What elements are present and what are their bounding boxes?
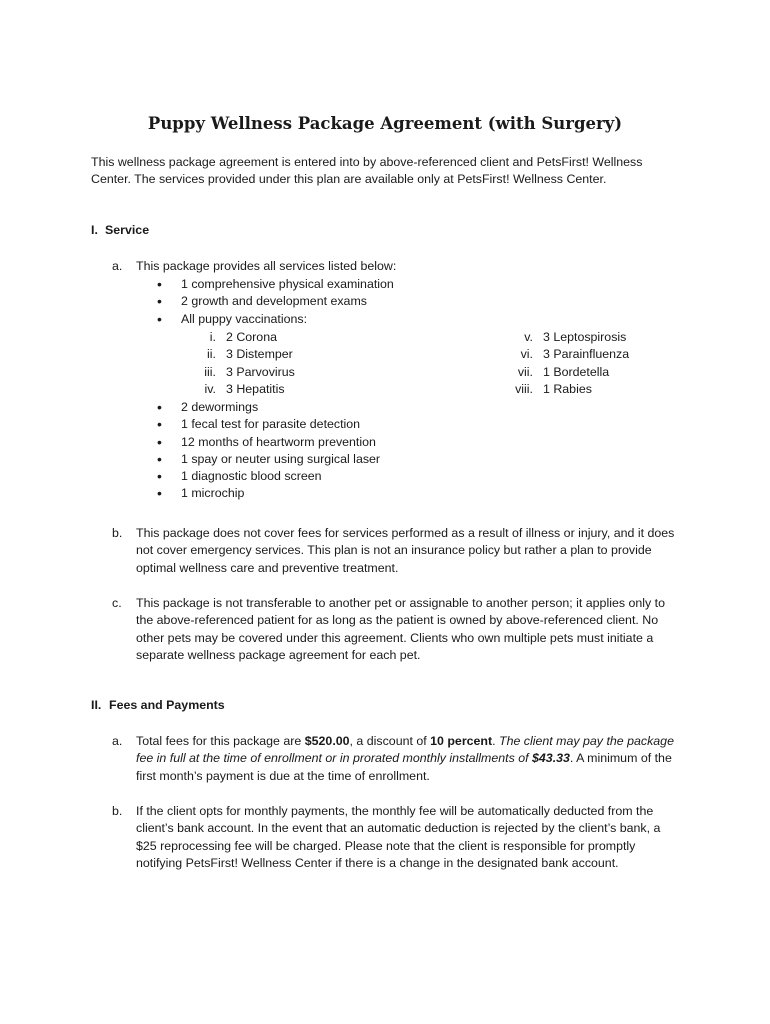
roman-numeral: iii. (204, 364, 216, 379)
clause-label: a. (112, 734, 123, 748)
vaccine-name: 3 Parainfluenza (543, 347, 630, 362)
vaccine-name: 3 Distemper (226, 347, 293, 362)
vaccine-item (517, 364, 629, 381)
roman-numeral: vi. (520, 347, 533, 362)
clause-1c (112, 595, 682, 664)
vaccine-item (524, 329, 629, 346)
total-fee: $520.00 (304, 734, 350, 748)
clause-label: a. (112, 259, 123, 273)
roman-numeral: viii. (515, 381, 533, 396)
vaccine-name: 1 Rabies (543, 381, 592, 396)
vaccine-name: 3 Hepatitis (226, 381, 285, 396)
discount: 10 percent (430, 734, 493, 748)
vaccine-item (209, 329, 295, 346)
roman-numeral: ii. (207, 347, 216, 362)
list-item: • 2 growth and development exams (155, 293, 394, 310)
section-number: II. (91, 698, 102, 712)
text-run: , a discount of (349, 734, 431, 748)
vaccines-list-left (204, 329, 295, 398)
vaccines-list-right (515, 329, 630, 398)
roman-numeral: iv. (204, 381, 216, 396)
clause-label: c. (112, 596, 122, 610)
italic-text: The client may pay the package fee in full at the time of enrollment or in prorated monthly installments of (136, 734, 674, 766)
clause-label: b. (112, 804, 123, 818)
roman-numeral: i. (209, 330, 216, 344)
list-item: • 12 months of heartworm prevention (155, 434, 380, 451)
text-run: . (492, 734, 500, 748)
vaccine-item (207, 346, 295, 363)
section-title: Service (105, 223, 150, 237)
section-title: Fees and Payments (109, 698, 225, 712)
roman-numeral: vii. (517, 364, 533, 379)
text-run: Total fees for this package are (136, 734, 305, 748)
services-list-top (155, 276, 394, 328)
text-run: . A minimum of the first month’s payment is due at the time of enrollment. (136, 751, 672, 783)
list-item: • All puppy vaccinations: (155, 311, 394, 328)
list-item: • 1 microchip (155, 485, 380, 502)
clause-1a (112, 258, 682, 275)
section-heading-fees (91, 698, 225, 712)
vaccine-name: 1 Bordetella (543, 364, 610, 379)
vaccine-item (204, 381, 295, 398)
intro-paragraph: This wellness package agreement is entered into by above-referenced client and PetsFirst! Wellness Center. The services provided under this plan are available only at PetsFirst! Wellness Center. (91, 155, 643, 187)
document-title: Puppy Wellness Package Agreement (with Surgery) (147, 114, 623, 133)
list-item: • 1 comprehensive physical examination (155, 276, 394, 293)
clause-text (136, 733, 682, 785)
vaccine-item (204, 364, 295, 381)
clause-text: If the client opts for monthly payments, the monthly fee will be automatically deducted from the client’s bank account. In the event that an automatic deduction is rejected by the client’s bank, a $25 reprocessing fee will be charged. Please note that the client is responsible for promptly notifying PetsFirst! Wellness Center if there is a change in the designated bank account. (136, 804, 661, 870)
section-number: I. (91, 223, 98, 237)
services-list-bottom (155, 399, 380, 503)
vaccine-item (520, 346, 630, 363)
vaccine-item (515, 381, 629, 398)
vaccine-name: 3 Parvovirus (226, 364, 295, 379)
clause-text: This package provides all services listed below: (136, 259, 397, 273)
clause-text: This package is not transferable to another pet or assignable to another person; it applies only to the above-referenced patient for as long as the patient is owned by above-referenced client. No other pets may be covered under this agreement. Clients who own multiple pets must initiate a separate wellness package agreement for each pet. (136, 596, 665, 662)
vaccine-name: 2 Corona (226, 330, 277, 344)
list-item: • 2 dewormings (155, 399, 380, 416)
list-item: • 1 spay or neuter using surgical laser (155, 451, 380, 468)
clause-label: b. (112, 526, 123, 540)
list-item: • 1 diagnostic blood screen (155, 468, 380, 485)
clause-2a (112, 733, 682, 785)
clause-text: This package does not cover fees for services performed as a result of illness or injury, and it does not cover emergency services. This plan is not an insurance policy but rather a plan to provide optimal wellness care and preventive treatment. (136, 526, 675, 575)
roman-numeral: v. (524, 330, 533, 344)
clause-1b (112, 525, 682, 577)
section-heading-service (91, 223, 149, 237)
clause-2b (112, 803, 682, 872)
vaccine-name: 3 Leptospirosis (543, 330, 627, 344)
list-item: • 1 fecal test for parasite detection (155, 416, 380, 433)
monthly-installment: $43.33 (532, 751, 570, 766)
